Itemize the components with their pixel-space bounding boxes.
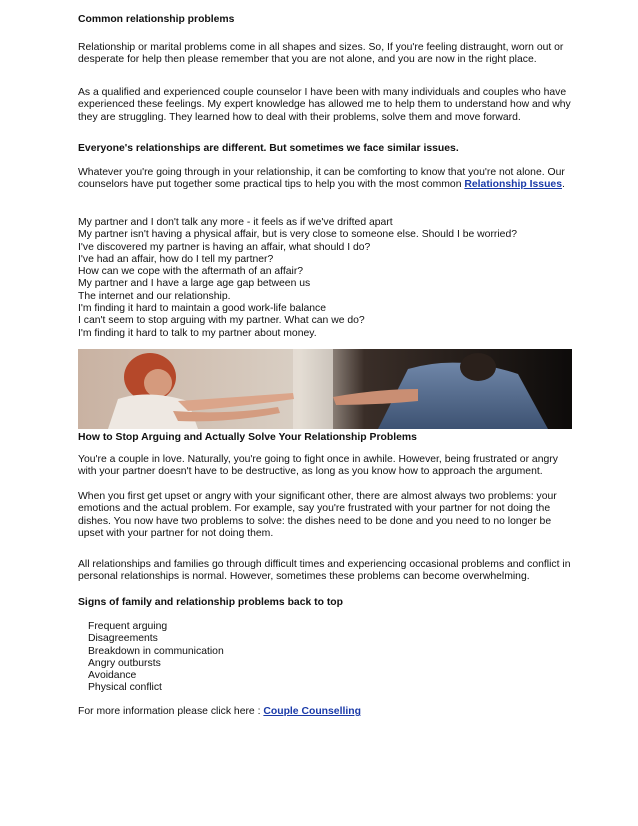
issues-list <box>78 217 578 340</box>
arguing-couple-illustration <box>78 349 572 429</box>
whatever-paragraph <box>78 167 578 192</box>
whatever-end: . <box>561 179 565 191</box>
heading-signs: Signs of family and relationship problems back to top <box>78 597 343 608</box>
whatever-text: Whatever you're going through in your relationship, it can be comforting to know that you're not alone. Our counselors have put together some practical tips to help you with the most common <box>78 167 565 191</box>
heading-everyone: Everyone's relationships are different. But sometimes we face similar issues. <box>78 143 459 154</box>
sign-item: Breakdown in communication <box>88 645 224 657</box>
heading-stop-arguing: How to Stop Arguing and Actually Solve Your Relationship Problems <box>78 432 417 443</box>
signs-list <box>78 621 588 695</box>
issue-item: I've discovered my partner is having an affair, what should I do? <box>78 241 371 253</box>
sign-item: Disagreements <box>88 633 158 645</box>
issue-item: My partner and I have a large age gap between us <box>78 278 311 290</box>
issue-item: My partner and I don't talk any more - it feels as if we've drifted apart <box>78 217 393 228</box>
sign-item: Physical conflict <box>88 682 162 694</box>
intro-paragraph-1: Relationship or marital problems come in all shapes and sizes. So, If you're feeling distraught, worn out or desperate for help then please remember that you are not alone, and you are now in the right place. <box>78 42 564 66</box>
issue-item: I can't seem to stop arguing with my partner. What can we do? <box>78 315 365 327</box>
relationship-issues-link[interactable]: Relationship Issues <box>464 179 562 191</box>
intro-paragraph-2: As a qualified and experienced couple counselor I have been with many individuals and couples who have experienced these feelings. My expert knowledge has allowed me to help them to understand how and why they are struggling. They learned how to deal with their problems, solve them and move forward. <box>78 87 571 123</box>
couple-counselling-link[interactable]: Couple Counselling <box>263 706 361 717</box>
page-title: Common relationship problems <box>78 14 235 25</box>
issue-item: How can we cope with the aftermath of an affair? <box>78 266 304 278</box>
issue-item: I'm finding it hard to talk to my partner about money. <box>78 327 317 339</box>
issue-item: I've had an affair, how do I tell my partner? <box>78 253 274 265</box>
issue-item: The internet and our relationship. <box>78 290 231 302</box>
sign-item: Frequent arguing <box>88 621 168 632</box>
stop-paragraph-1: You're a couple in love. Naturally, you're going to fight once in awhile. However, being frustrated or angry with your partner doesn't have to be destructive, as long as you know how to approach the argument. <box>78 454 558 478</box>
stop-paragraph-2: When you first get upset or angry with your significant other, there are almost always two problems: your emotions and the actual problem. For example, say you're frustrated with your partner for not doing the dishes. You now have two problems to solve: the dishes need to be done and you need to no longer be upset with your partner for not doing them. <box>78 491 557 539</box>
issue-item: I'm finding it hard to maintain a good work-life balance <box>78 303 327 315</box>
sign-item: Angry outbursts <box>88 657 161 669</box>
sign-item: Avoidance <box>88 670 137 682</box>
issue-item: My partner isn't having a physical affair, but is very close to someone else. Should I be worried? <box>78 229 518 241</box>
more-info-line <box>78 706 578 718</box>
stop-paragraph-3: All relationships and families go through difficult times and experiencing occasional problems and conflict in personal relationships is normal. However, sometimes these problems can become overwhelming. <box>78 559 571 583</box>
more-info-text: For more information please click here : <box>78 706 264 717</box>
arguing-couple-photo <box>78 349 572 429</box>
